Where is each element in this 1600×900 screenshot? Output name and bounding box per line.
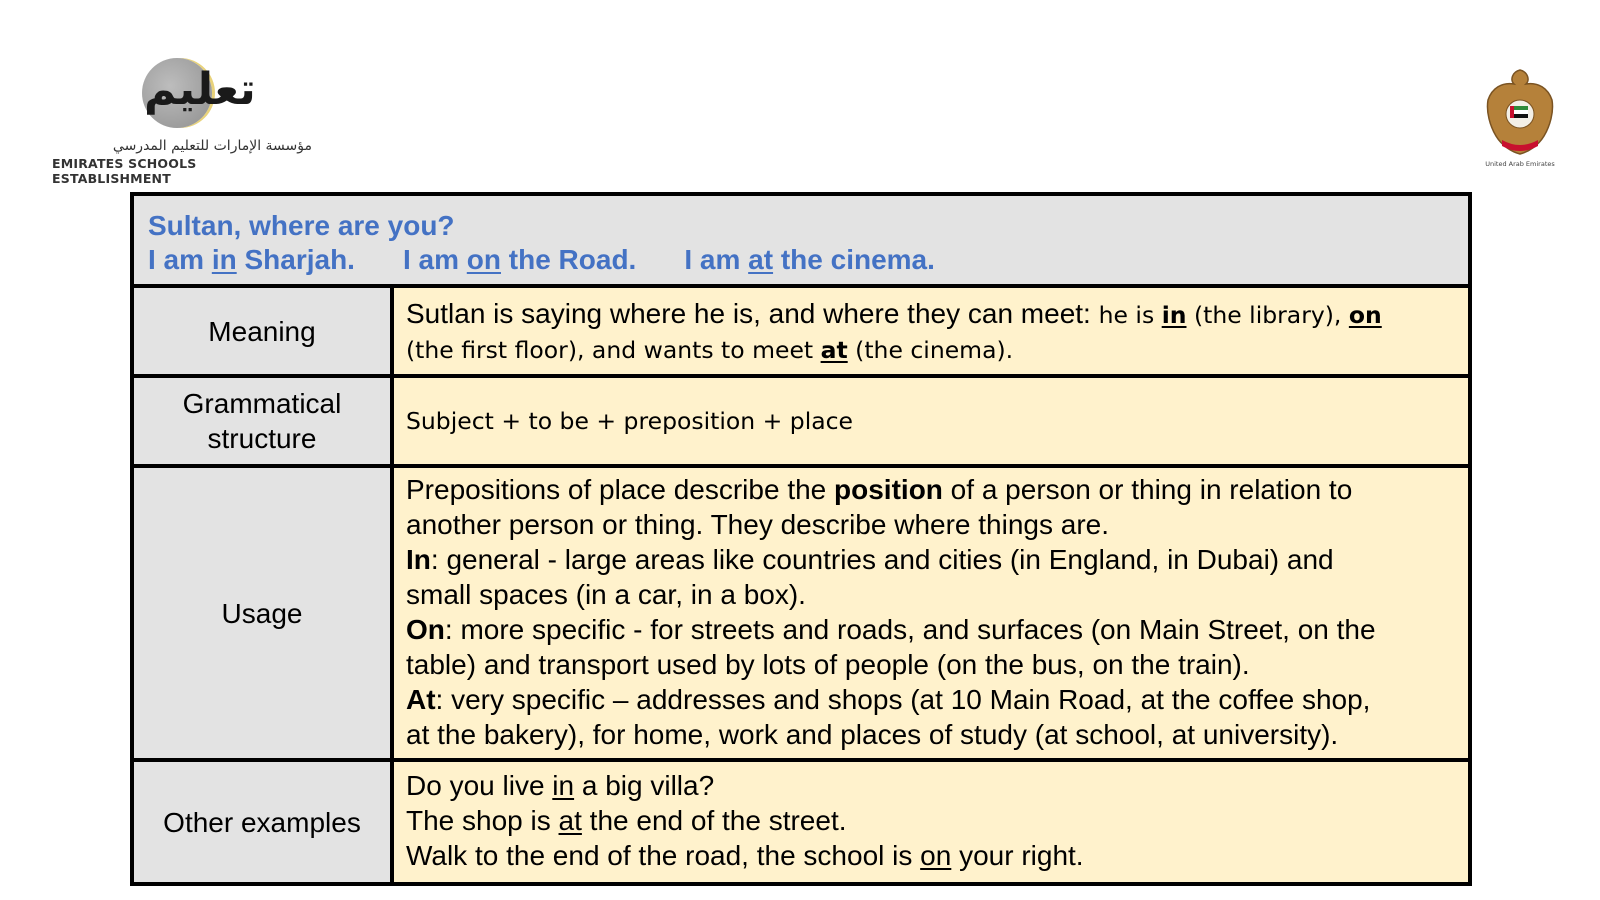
row-usage: [134, 468, 1468, 758]
grammar-table: [130, 192, 1472, 886]
answer-2: I am on the Road.: [402, 244, 637, 275]
logo-english-name: EMIRATES SCHOOLS ESTABLISHMENT: [52, 156, 197, 186]
example-1: Do you live in a big villa?: [406, 770, 715, 801]
example-3: Walk to the end of the road, the school is on your right.: [406, 840, 1084, 871]
row-content-meaning: Sutlan is saying where he is, and where they can meet: he is in (the library), on (the first floor), and wants to meet at (the cinema).: [394, 288, 1468, 374]
falcon-emblem-icon: [1482, 66, 1558, 158]
answer-3: I am at the cinema.: [684, 244, 935, 275]
title-question: Sultan, where are you?: [148, 210, 455, 241]
logo-arabic-wordmark: تعليم: [144, 64, 256, 115]
logo-arabic-name: مؤسسة الإمارات للتعليم المدرسي: [112, 138, 312, 154]
row-label-grammatical-structure: Grammatical structure: [134, 378, 390, 464]
row-label-usage: Usage: [134, 468, 390, 758]
example-2: The shop is at the end of the street.: [406, 805, 847, 836]
uae-emblem: [1482, 66, 1558, 176]
row-content-grammatical-structure: [394, 378, 1468, 464]
row-content-usage: Prepositions of place describe the position of a person or thing in relation to another person or thing. They describe where things are. In: general - large areas like countries and cities (in England, in Dubai) and small spaces (in a car, in a box). On: more specific - for streets and roads, and surfaces (on Main Street, on the table) and transport used by lots of people (on the bus, on the train). At: very specific – addresses and shops (at 10 Main Road, at the coffee shop, at the bakery), for home, work and places of study (at school, at university).: [394, 468, 1468, 758]
emblem-caption: United Arab Emirates: [1485, 160, 1555, 168]
row-other-examples: [134, 762, 1468, 882]
row-meaning: [134, 288, 1468, 374]
emirates-schools-logo: [52, 48, 312, 186]
row-label-meaning: Meaning: [134, 288, 390, 374]
title-answers: [148, 244, 935, 276]
row-grammatical-structure: [134, 378, 1468, 464]
row-label-other-examples: Other examples: [134, 762, 390, 882]
row-content-other-examples: [394, 762, 1468, 882]
title-band: [134, 196, 1468, 284]
answer-1: I am in Sharjah.: [148, 244, 355, 275]
structure-formula: Subject + to be + preposition + place: [406, 406, 854, 435]
